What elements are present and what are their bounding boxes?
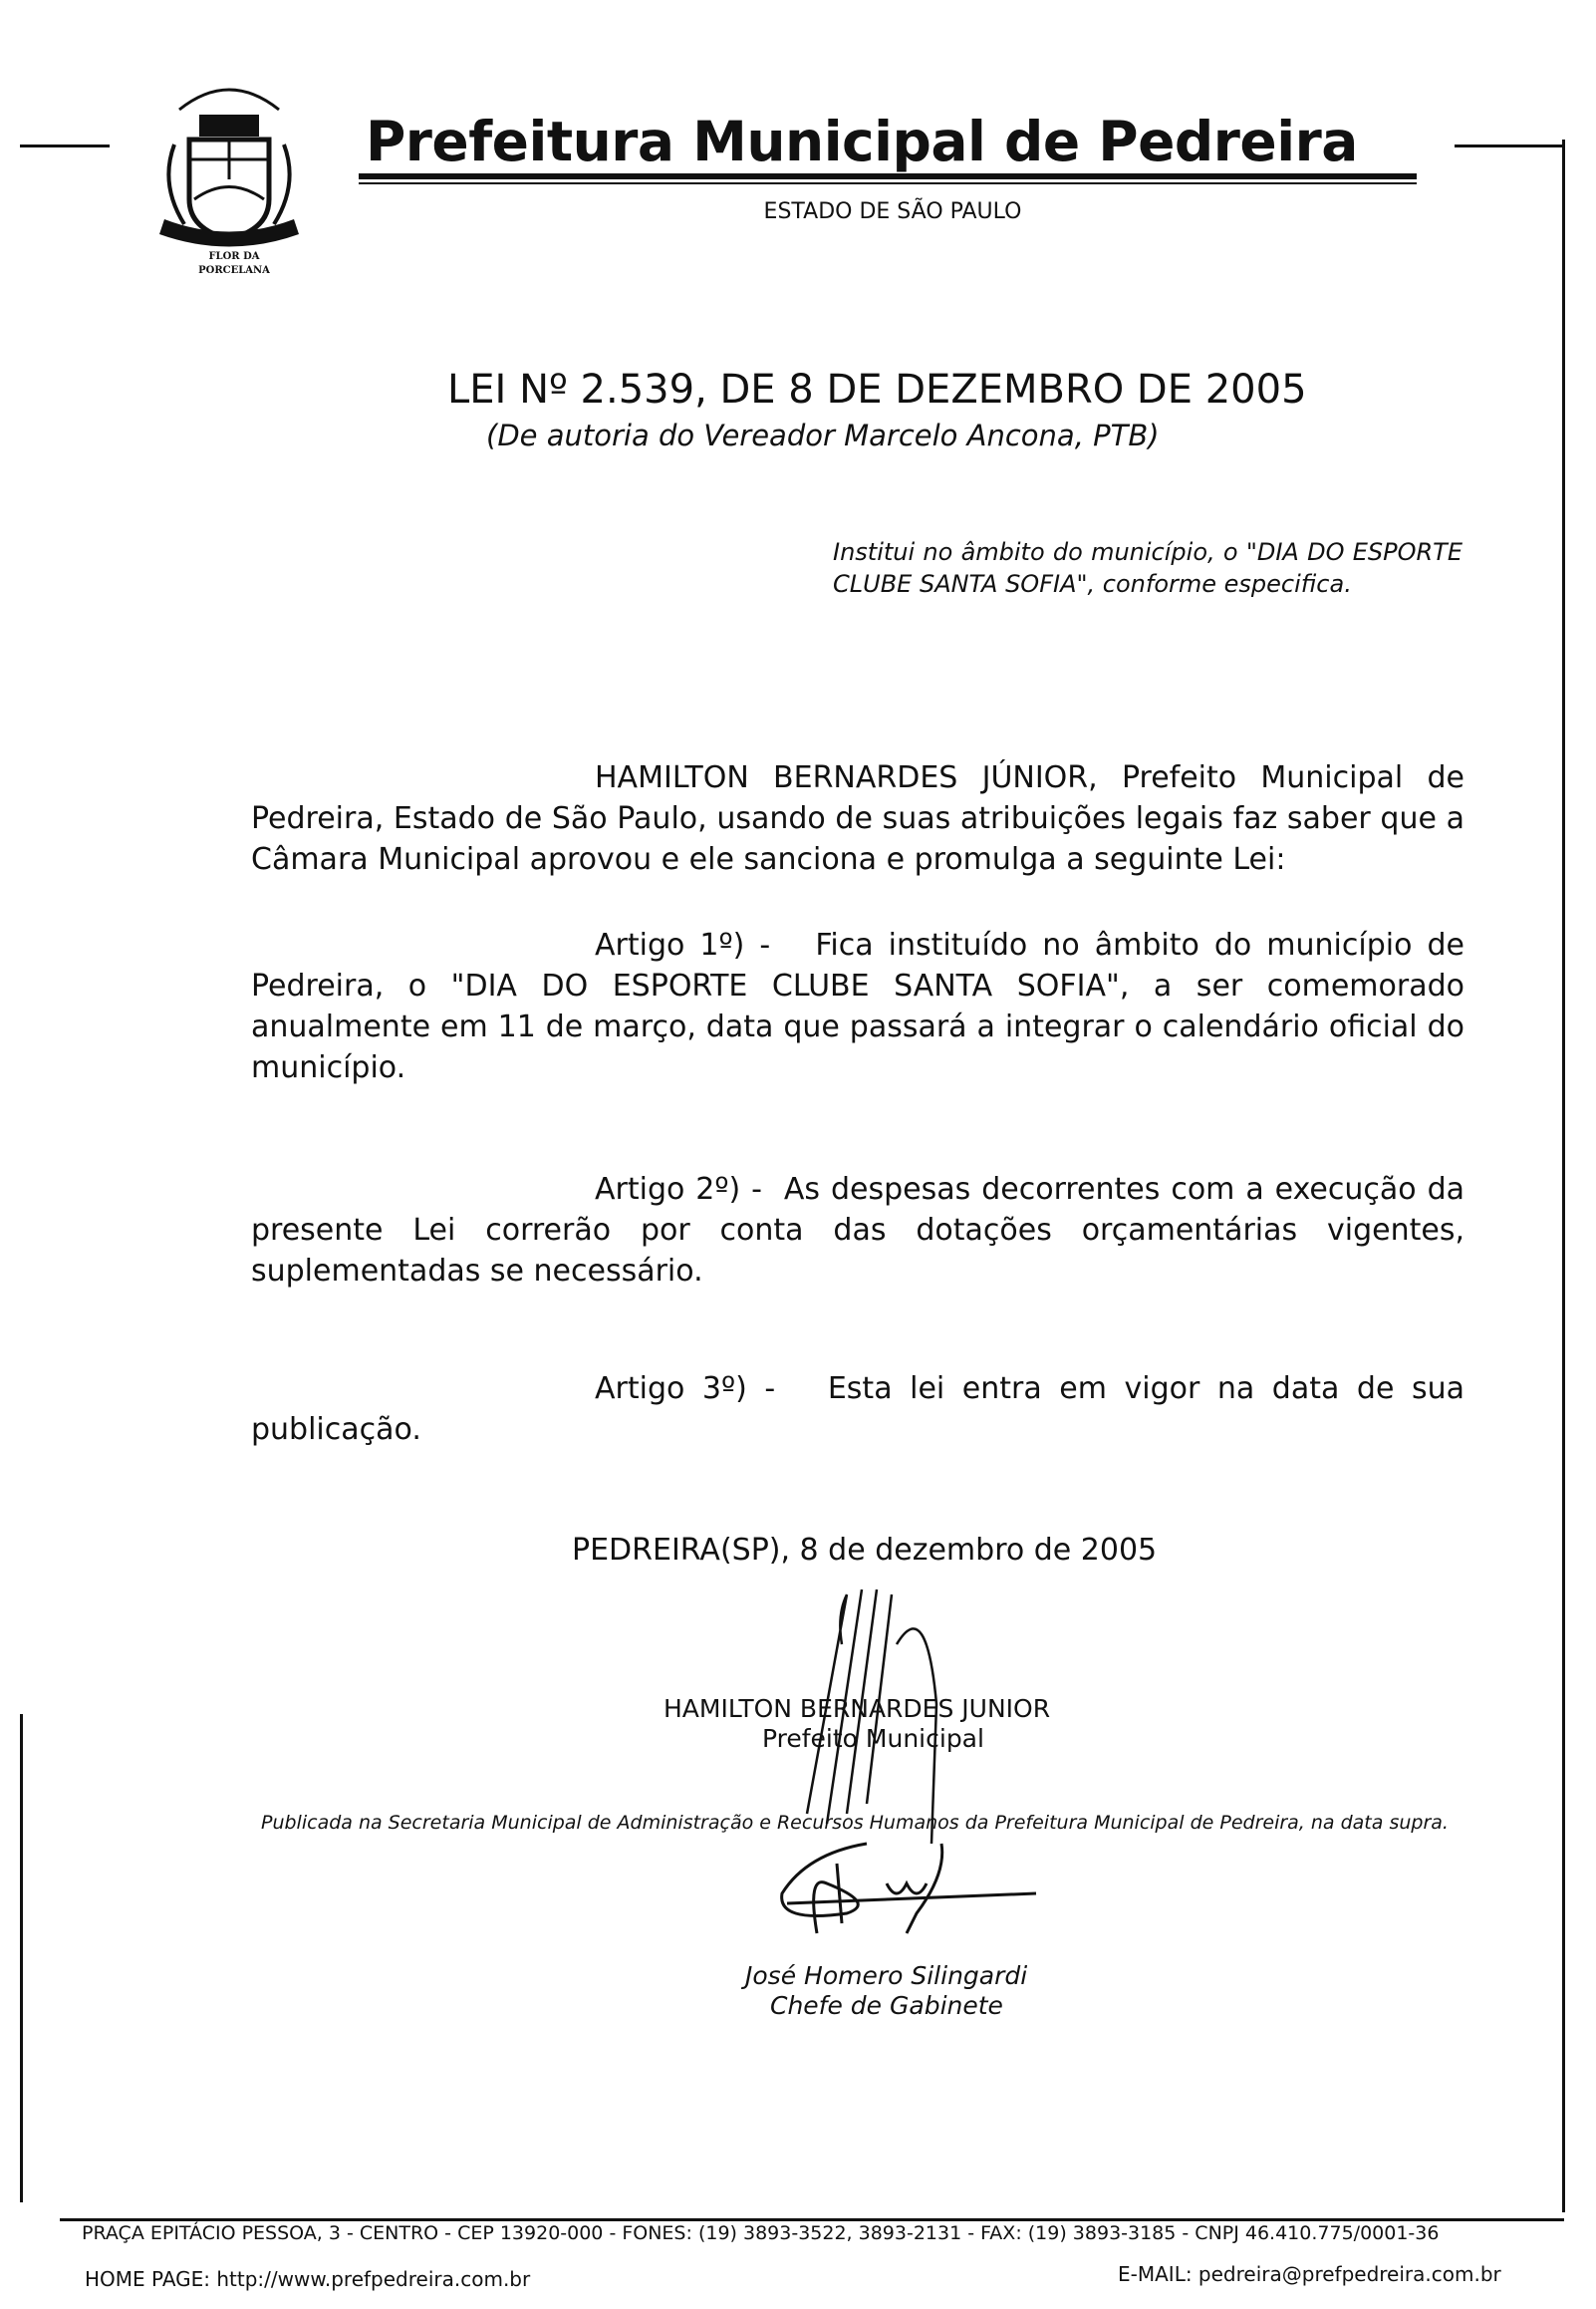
place-date: PEDREIRA(SP), 8 de dezembro de 2005 bbox=[572, 1533, 1158, 1568]
article-2 bbox=[251, 1169, 1464, 1292]
article-text: Fica instituído no âmbito do município de Pedreira, o "DIA DO ESPORTE CLUBE SANTA SOFIA", a ser comemorado anualmente em 11 de março, data que passará a integrar o calendário oficial do município. bbox=[251, 928, 1464, 1085]
article-3 bbox=[251, 1368, 1464, 1450]
article-1 bbox=[251, 925, 1464, 1088]
crest-motto-line-1: FLOR DA bbox=[208, 251, 260, 262]
second-signer-role: Chefe de Gabinete bbox=[770, 1991, 1003, 2020]
signer-role: Prefeito Municipal bbox=[762, 1724, 984, 1753]
article-text: Esta lei entra em vigor na data de sua publicação. bbox=[251, 1371, 1464, 1447]
title-underline bbox=[359, 182, 1417, 184]
preamble-name: HAMILTON BERNARDES JÚNIOR, bbox=[595, 760, 1098, 795]
page-title: Prefeitura Municipal de Pedreira bbox=[366, 110, 1358, 173]
frame-line bbox=[20, 144, 110, 147]
chief-signature-icon bbox=[767, 1834, 1056, 1943]
law-authorship: (De autoria do Vereador Marcelo Ancona, PTB) bbox=[486, 419, 1160, 452]
article-label: Artigo 3º) - bbox=[595, 1371, 776, 1406]
article-label: Artigo 1º) - bbox=[595, 928, 771, 963]
article-text: As despesas decorrentes com a execução da presente Lei correrão por conta das dotações orçamentárias vigentes, suplementadas se necessário. bbox=[251, 1172, 1464, 1289]
footer-email[interactable]: E-MAIL: pedreira@prefpedreira.com.br bbox=[1118, 2262, 1501, 2286]
law-heading: LEI Nº 2.539, DE 8 DE DEZEMBRO DE 2005 bbox=[447, 367, 1307, 413]
frame-line bbox=[1562, 140, 1565, 2212]
footer-homepage[interactable]: HOME PAGE: http://www.prefpedreira.com.br bbox=[85, 2267, 531, 2291]
article-label: Artigo 2º) - bbox=[595, 1172, 762, 1207]
footer-address: PRAÇA EPITÁCIO PESSOA, 3 - CENTRO - CEP 13920-000 - FONES: (19) 3893-3522, 3893-2131 - FAX: (19) 3893-3185 - CNPJ 46.410.775/0001-36 bbox=[82, 2222, 1440, 2244]
crest-motto-line-2: PORCELANA bbox=[198, 265, 270, 276]
frame-line bbox=[60, 2218, 1564, 2221]
signer-name: HAMILTON BERNARDES JUNIOR bbox=[664, 1694, 1051, 1723]
state-subtitle: ESTADO DE SÃO PAULO bbox=[763, 199, 1022, 224]
frame-line bbox=[1455, 144, 1562, 147]
law-summary: Institui no âmbito do município, o "DIA DO ESPORTE CLUBE SANTA SOFIA", conforme especifica. bbox=[833, 538, 1463, 598]
preamble bbox=[251, 757, 1464, 880]
frame-line bbox=[20, 1714, 23, 2202]
preamble-text: Prefeito Municipal de Pedreira, Estado de São Paulo, usando de suas atribuições legais faz saber que a Câmara Municipal aprovou e ele sanciona e promulga a seguinte Lei: bbox=[251, 760, 1464, 877]
second-signer-name: José Homero Silingardi bbox=[745, 1961, 1028, 1990]
title-underline bbox=[359, 173, 1417, 179]
publication-note: Publicada na Secretaria Municipal de Administração e Recursos Humanos da Prefeitura Municipal de Pedreira, na data supra. bbox=[261, 1812, 1449, 1834]
